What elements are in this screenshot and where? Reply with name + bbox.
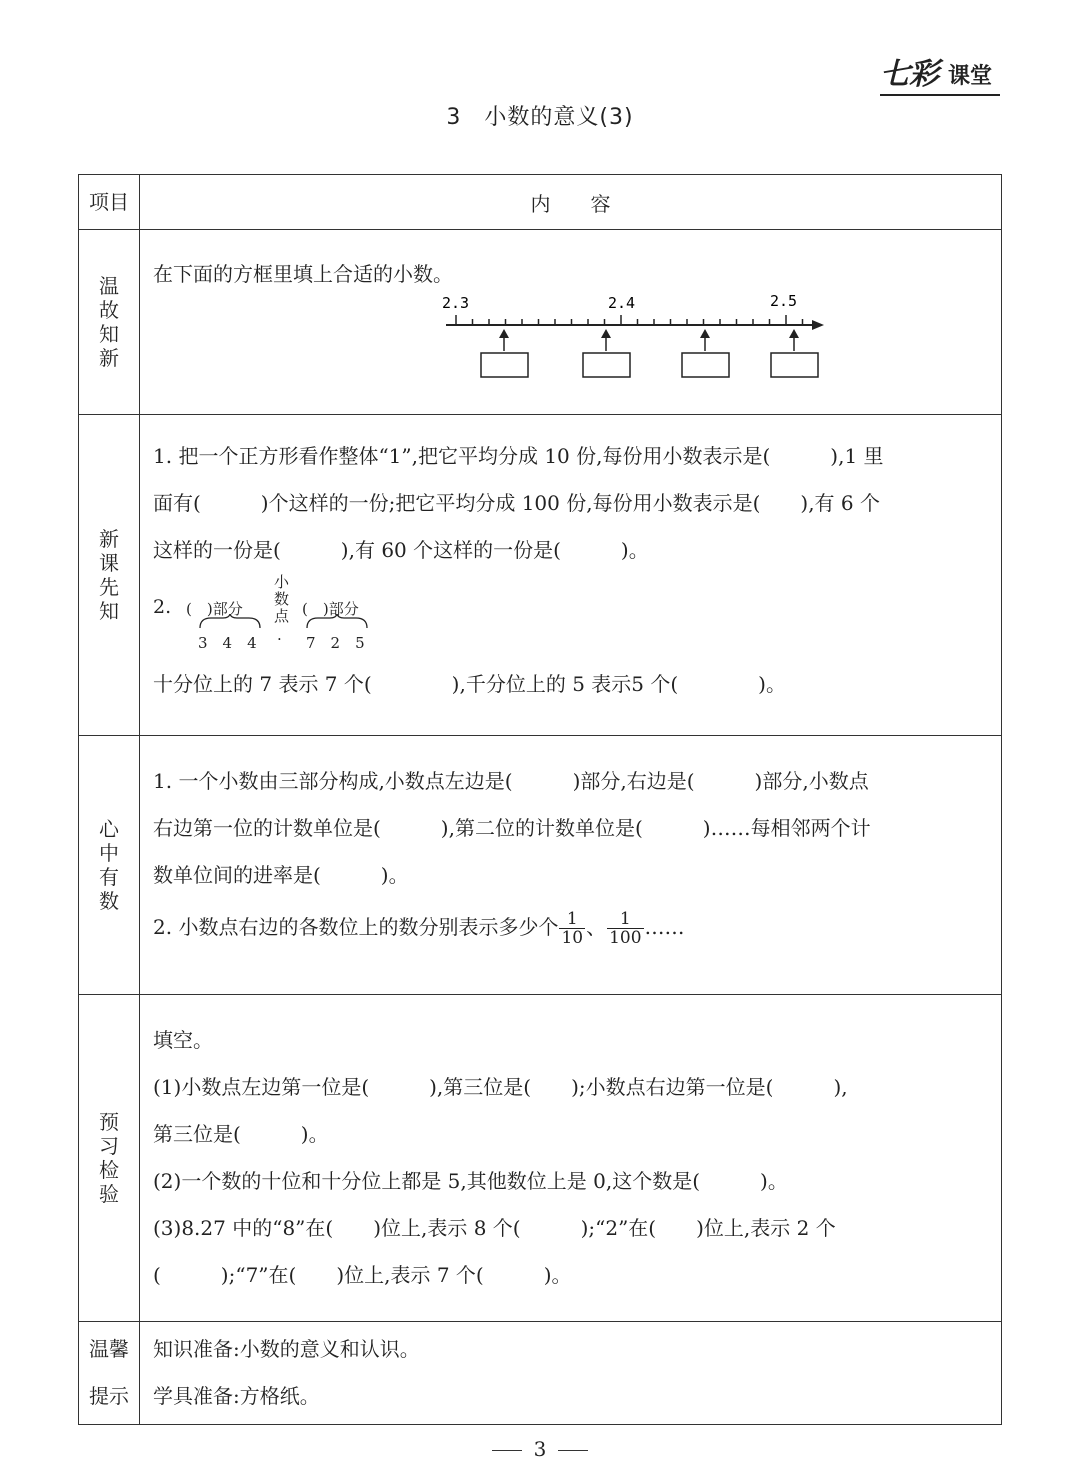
fraction-numerator: 1 xyxy=(607,910,643,929)
decimal-point: . xyxy=(277,626,282,644)
tick-label-2.5: 2.5 xyxy=(770,292,798,310)
number-line xyxy=(140,286,1000,386)
review-label-cell xyxy=(79,230,140,415)
ellipsis: …… xyxy=(644,915,685,939)
answer-box-4[interactable] xyxy=(771,353,818,377)
tick-label-2.4: 2.4 xyxy=(608,294,636,312)
left-digits: 3 4 4 xyxy=(198,634,257,652)
mind-line4-text: 2. 小数点右边的各数位上的数分别表示多少个 xyxy=(153,915,559,939)
tips-line1: 知识准备:小数的意义和认识。 xyxy=(153,1337,420,1361)
preview-q1-line2: 面有( )个这样的一份;把它平均分成 100 份,每份用小数表示是( ),有 6 个 xyxy=(153,491,880,515)
tips-label-1: 温馨 xyxy=(89,1337,129,1361)
answer-box-3[interactable] xyxy=(682,353,729,377)
preview-label: 新课先知 xyxy=(99,527,119,623)
place-value-diagram xyxy=(140,574,1001,656)
right-brace xyxy=(307,614,367,628)
left-brace xyxy=(200,614,260,628)
tips-line2: 学具准备:方格纸。 xyxy=(153,1384,320,1408)
answer-box-1[interactable] xyxy=(481,353,528,377)
fraction-numerator: 1 xyxy=(559,910,585,929)
review-label: 温故知新 xyxy=(99,274,119,370)
lesson-table xyxy=(78,174,1002,1425)
right-part-label: ( )部分 xyxy=(302,600,359,618)
mind-line1: 1. 一个小数由三部分构成,小数点左边是( )部分,右边是( )部分,小数点 xyxy=(153,769,869,793)
tips-row xyxy=(79,1322,1002,1425)
mind-line2: 右边第一位的计数单位是( ),第二位的计数单位是( )……每相邻两个计 xyxy=(153,816,871,840)
arrow-box-4 xyxy=(771,329,818,377)
tips-content xyxy=(140,1322,1002,1425)
check-label-cell xyxy=(79,995,140,1322)
check-row xyxy=(79,995,1002,1322)
header-label: 项目 xyxy=(79,175,140,230)
page-title: 3 小数的意义(3) xyxy=(446,105,634,130)
check-line1: (1)小数点左边第一位是( ),第三位是( );小数点右边第一位是( ), xyxy=(153,1075,848,1099)
preview-content xyxy=(140,415,1002,736)
arrow-box-2 xyxy=(583,329,630,377)
preview-q1-line3: 这样的一份是( ),有 60 个这样的一份是( )。 xyxy=(153,538,649,562)
brand-underline xyxy=(880,94,1000,96)
check-line2: 第三位是( )。 xyxy=(153,1122,329,1146)
mind-label-cell xyxy=(79,736,140,995)
check-line0: 填空。 xyxy=(153,1028,213,1052)
brand-logo xyxy=(880,58,1002,98)
preview-row xyxy=(79,415,1002,736)
header-content: 内容 xyxy=(140,175,1002,230)
number-line-arrow xyxy=(812,320,824,330)
page-footer xyxy=(0,1437,1080,1461)
answer-box-2[interactable] xyxy=(583,353,630,377)
table-header-row xyxy=(79,175,1002,230)
check-line3: (2)一个数的十位和十分位上都是 5,其他数位上是 0,这个数是( )。 xyxy=(153,1169,788,1193)
tick-label-2.3: 2.3 xyxy=(442,294,470,312)
fraction-separator: 、 xyxy=(586,915,607,939)
preview-label-cell xyxy=(79,415,140,736)
review-row xyxy=(79,230,1002,415)
tips-label-2: 提示 xyxy=(89,1384,129,1408)
footer-dash-right xyxy=(558,1450,588,1452)
check-label: 预习检验 xyxy=(99,1110,119,1206)
check-line4: (3)8.27 中的“8”在( )位上,表示 8 个( );“2”在( )位上,表示 2 个 xyxy=(153,1216,836,1240)
mind-line3: 数单位间的进率是( )。 xyxy=(153,863,409,887)
decimal-point-label: 小数点 xyxy=(274,573,290,625)
mind-row xyxy=(79,736,1002,995)
page-number: 3 xyxy=(533,1437,547,1461)
right-digits: 7 2 5 xyxy=(306,634,365,652)
tips-label-cell xyxy=(79,1322,140,1425)
fraction-1-100 xyxy=(607,910,643,947)
left-part-label: ( )部分 xyxy=(186,600,243,618)
preview-q2-line: 十分位上的 7 表示 7 个( ),千分位上的 5 表示5 个( )。 xyxy=(153,672,786,696)
preview-q1-line1: 1. 把一个正方形看作整体“1”,把它平均分成 10 份,每份用小数表示是( ),1 里 xyxy=(153,444,884,468)
brand-main-text: 七彩 xyxy=(880,57,938,92)
mind-label: 心中有数 xyxy=(99,817,119,913)
footer-dash-left xyxy=(492,1450,522,1452)
mind-content xyxy=(140,736,1002,995)
review-content xyxy=(140,230,1002,415)
mind-line4 xyxy=(140,899,1001,955)
fraction-denominator: 100 xyxy=(609,928,642,948)
check-line5: ( );“7”在( )位上,表示 7 个( )。 xyxy=(153,1263,572,1287)
number-line-ticks xyxy=(456,315,803,325)
preview-q2-num: 2. xyxy=(153,596,172,618)
brand-sub-text: 课堂 xyxy=(948,64,993,89)
check-content xyxy=(140,995,1002,1322)
review-instruction: 在下面的方框里填上合适的小数。 xyxy=(153,262,453,286)
arrow-box-3 xyxy=(682,329,729,377)
arrow-box-1 xyxy=(481,329,528,377)
fraction-denominator: 10 xyxy=(561,928,584,948)
fraction-1-10 xyxy=(559,910,585,947)
